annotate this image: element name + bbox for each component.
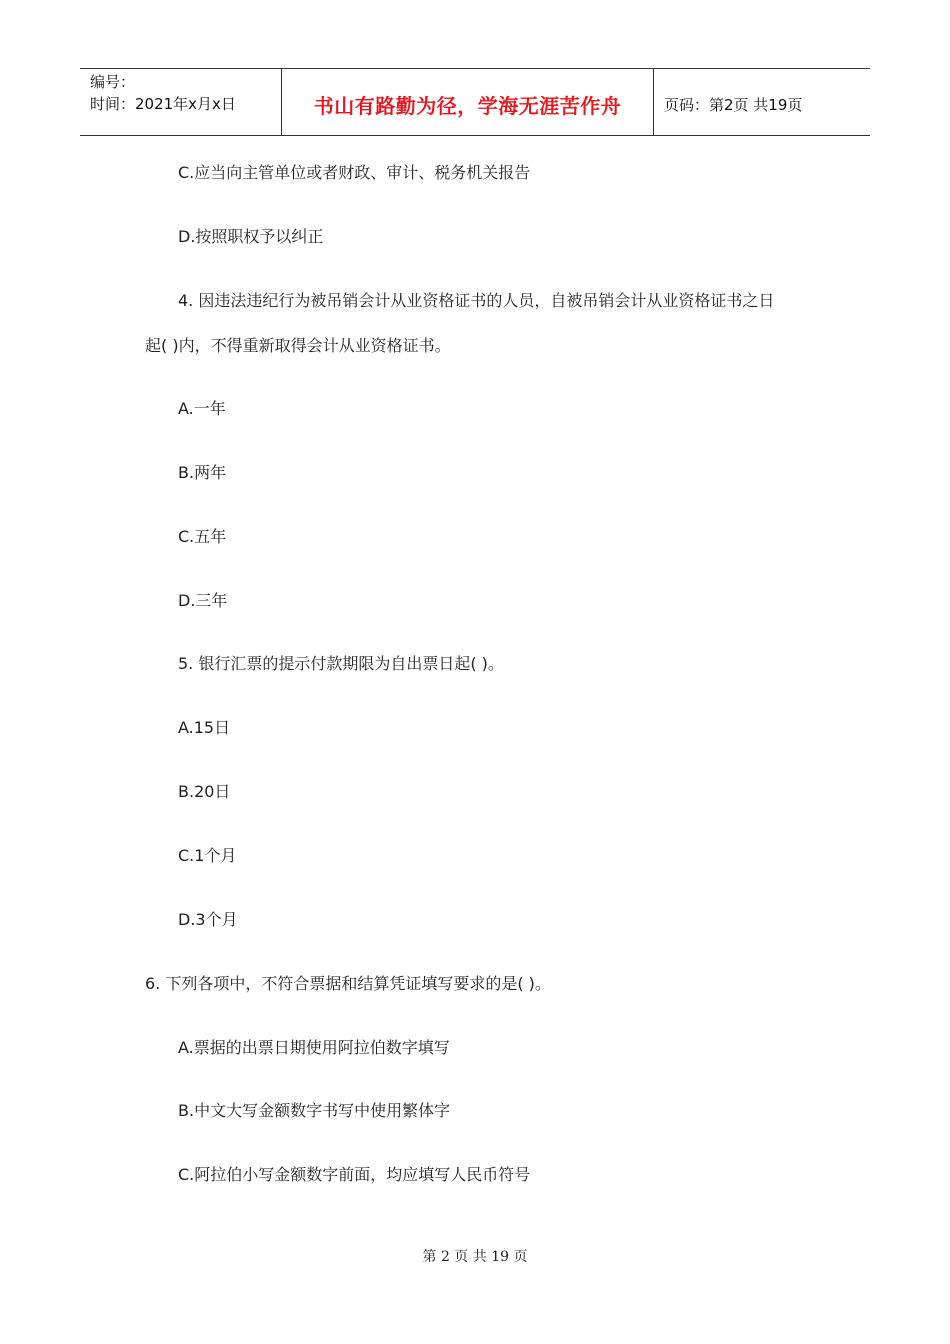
question-5: 5. 银行汇票的提示付款期限为自出票日起( )。 <box>178 654 504 673</box>
header-page-info: 页码：第2页 共19页 <box>664 95 803 114</box>
header-motto-cell <box>282 69 654 135</box>
option-4a: A.一年 <box>178 399 226 418</box>
option-6c: C.阿拉伯小写金额数字前面，均应填写人民币符号 <box>178 1165 531 1184</box>
document-date: 时间：2021年x月x日 <box>90 95 236 113</box>
option-5b: B.20日 <box>178 782 231 801</box>
option-5a: A.15日 <box>178 718 231 737</box>
question-4-line-2: 起( )内，不得重新取得会计从业资格证书。 <box>145 336 451 355</box>
option-5c: C.1个月 <box>178 846 237 865</box>
question-6: 6. 下列各项中，不符合票据和结算凭证填写要求的是( )。 <box>145 974 551 993</box>
header-meta <box>80 69 282 135</box>
header-motto: 书山有路勤为径，学海无涯苦作舟 <box>313 93 622 118</box>
option-3d: D.按照职权予以纠正 <box>178 227 324 246</box>
document-code-label: 编号： <box>90 73 136 91</box>
option-4c: C.五年 <box>178 527 227 546</box>
page-footer: 第 2 页 共 19 页 <box>422 1249 528 1265</box>
page-header <box>80 68 870 136</box>
option-5d: D.3个月 <box>178 910 238 929</box>
option-4b: B.两年 <box>178 463 227 482</box>
option-6b: B.中文大写金额数字书写中使用繁体字 <box>178 1101 451 1120</box>
option-3c: C.应当向主管单位或者财政、审计、税务机关报告 <box>178 163 531 182</box>
question-4-line-1: 4. 因违法违纪行为被吊销会计从业资格证书的人员，自被吊销会计从业资格证书之日 <box>178 291 775 310</box>
option-6a: A.票据的出票日期使用阿拉伯数字填写 <box>178 1038 450 1057</box>
option-4d: D.三年 <box>178 591 228 610</box>
